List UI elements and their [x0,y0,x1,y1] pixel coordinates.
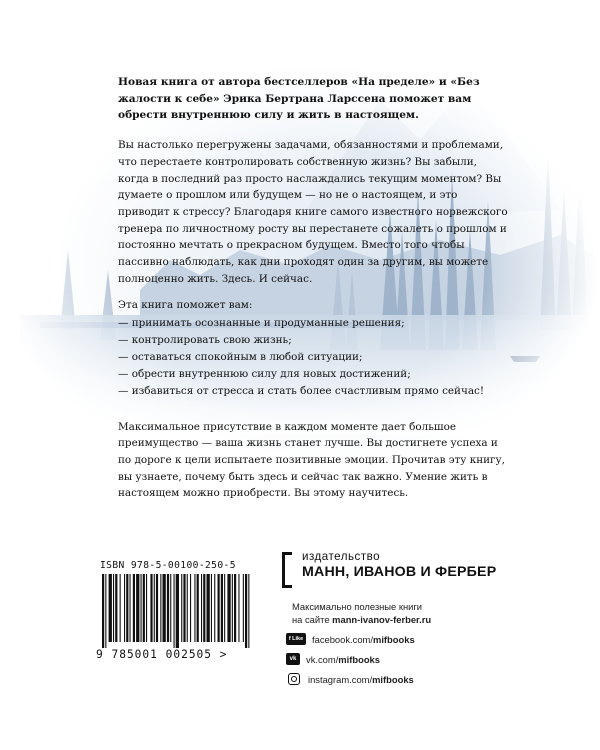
barcode-bar [203,574,205,642]
barcode-bar [201,574,202,642]
barcode-bar [207,574,210,642]
barcode-bar [160,574,161,642]
benefit-item: — контролировать свою жизнь; [118,333,292,346]
barcode-bar [197,574,199,642]
barcode-bars [98,574,258,648]
instagram-icon [288,673,300,685]
vk-icon: vk [286,653,300,665]
instagram-link[interactable] [286,672,415,686]
barcode-bar [133,574,135,642]
benefit-item: — оставаться спокойным в любой ситуации; [118,351,363,364]
barcode-bar [146,574,147,642]
barcode-bar [174,574,175,648]
tagline-prefix: на сайте [292,614,333,625]
description [118,74,508,512]
barcode-bar [214,574,215,642]
barcode-bar [183,574,185,642]
lead-paragraph: Новая книга от автора бестселлеров «На пределе» и «Без жалости к себе» Эрика Бертрана Ларссена поможет вам обрести внутреннюю силу и жить в настоящем. [118,76,480,122]
facebook-link[interactable] [286,632,415,646]
benefits-list [118,297,508,400]
publisher-tagline [292,600,431,626]
instagram-prefix: instagram.com/ [308,673,373,685]
barcode-bar [163,574,166,642]
barcode-bar [156,574,158,642]
body-paragraph-1: Вы настолько перегружены задачами, обязанностями и проблемами, что перестаете контролировать собственную жизнь? Вы забыли, когда в последний раз просто наслаждались текущим моментом? Вы думаете о прошлом или будущем — но не о настоящем, и это приводит к стрессу? Благодаря книге самого известного норвежского тренера по личностному росту вы перестанете сожалеть о прошлом и постоянно мечтать о прекрасном будущем. Вместо того чтобы пассивно наблюдать, как дни проходят один за другим, вы можете полноценно жить. Здесь. И сейчас. [118,139,508,285]
benefit-item: — избавиться от стресса и стать более счастливым прямо сейчас! [118,385,485,398]
barcode-bar [190,574,191,642]
barcode-bar [170,574,171,642]
vk-handle: mifbooks [338,653,380,665]
barcode-bar [143,574,145,642]
barcode-bar [141,574,142,642]
publisher-name: МАНН, ИВАНОВ И ФЕРБЕР [302,564,497,580]
barcode-bar [113,574,114,642]
barcode-bar [232,574,233,642]
benefit-item: — принимать осознанные и продуманные решения; [118,316,405,329]
barcode-bar [136,574,139,642]
facebook-like-icon: f Like [286,633,306,645]
facebook-handle: mifbooks [372,633,415,645]
benefits-heading: Эта книга поможет вам: [118,299,253,312]
barcode-bar [126,574,128,642]
facebook-prefix: facebook.com/ [312,633,373,645]
barcode-bar [102,574,104,648]
barcode-bar [245,574,247,648]
barcode-bar [224,574,225,642]
social-links [286,632,415,692]
barcode-bar [181,574,182,642]
body-paragraph-2: Максимальное присутствие в каждом моменте дает большое преимущество — ваша жизнь станет лучше. Вы достигнете успеха и по дороге к цели испытаете позитивные эмоции. Прочитав эту книгу, вы узнаете, почему быть здесь и сейчас так важно. Умение жить в настоящем можно приобрести. Вы этому научитесь. [118,420,505,500]
bracket-icon [282,552,292,588]
barcode-bar [211,574,212,642]
barcode-bar [238,574,239,642]
isbn-barcode [94,560,262,678]
barcode-bar [124,574,125,642]
barcode-bar [176,574,179,648]
barcode-bar [150,574,152,642]
website-link[interactable]: mann-ivanov-ferber.ru [332,614,432,625]
publisher-label: издательство [302,550,381,563]
benefit-item: — обрести внутреннюю силу для новых достижений; [118,368,411,381]
vk-link[interactable] [286,652,415,666]
barcode-bar [109,574,112,642]
barcode-bar [248,574,249,648]
barcode-bar [234,574,236,642]
barcode-bar [120,574,121,642]
tagline-line-2 [292,613,431,626]
barcode-digits: 9 785001 002505 > [96,648,228,661]
tagline-line-1: Максимально полезные книги [292,601,423,612]
barcode-bar [187,574,188,642]
vk-prefix: vk.com/ [306,653,339,665]
barcode-bar [227,574,230,642]
barcode-bar [243,574,244,642]
instagram-handle: mifbooks [372,673,414,685]
barcode-bar [105,574,106,648]
barcode-bar [194,574,195,642]
barcode-bar [154,574,155,642]
barcode-bar [115,574,117,642]
barcode-bar [221,574,223,642]
barcode-bar [130,574,131,642]
barcode-bar [167,574,169,642]
isbn-number: ISBN 978-5-00100-250-5 [100,560,236,571]
barcode-bar [218,574,220,642]
